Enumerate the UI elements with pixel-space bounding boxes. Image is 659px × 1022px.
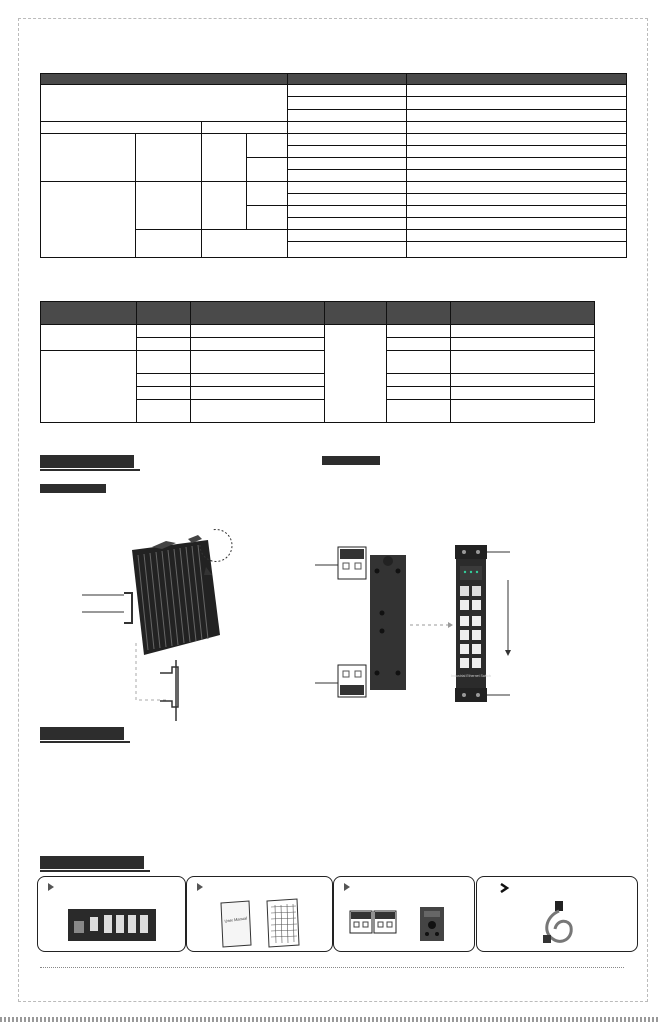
footer-dotted-line: [40, 967, 624, 968]
device-label: Industrial Ethernet Switch: [451, 674, 491, 678]
section-tab-wall-mounting: [322, 456, 380, 465]
table-row: [41, 325, 595, 338]
section-tab-din-rail-mounting: [40, 484, 106, 493]
spec-table-1: [40, 73, 627, 258]
arrow-icon: [197, 883, 203, 891]
warranty-card-illustration: [261, 897, 301, 949]
manual-cover-text: User Manual: [224, 915, 248, 924]
table-row: [41, 85, 627, 97]
switch-front-illustration: [450, 540, 650, 710]
section-header-installation: [40, 455, 134, 468]
manual-illustration: [215, 899, 255, 949]
package-box-switch: [37, 876, 186, 952]
arrow-icon: [48, 883, 54, 891]
power-cable-illustration: [539, 899, 579, 947]
table-row: [41, 351, 595, 374]
section-header-package-contents: [40, 856, 144, 869]
switch-top-illustration: [66, 903, 158, 943]
table-row: [41, 182, 627, 194]
bracket-illustration: [348, 907, 458, 947]
table-row: [41, 122, 627, 134]
table-row: [41, 134, 627, 146]
table-header-row: [41, 74, 627, 85]
package-box-documents: [186, 876, 333, 952]
page-bottom-edge: [0, 1017, 659, 1022]
chevron-right-icon: [499, 883, 511, 893]
arrow-icon: [344, 883, 350, 891]
table-header-row: [41, 302, 595, 325]
section-header-wiring: [40, 727, 124, 740]
spec-table-2: [40, 301, 595, 423]
din-rail-mounting-illustration: [80, 525, 260, 725]
package-box-cable: [476, 876, 638, 952]
package-box-brackets: [333, 876, 475, 952]
